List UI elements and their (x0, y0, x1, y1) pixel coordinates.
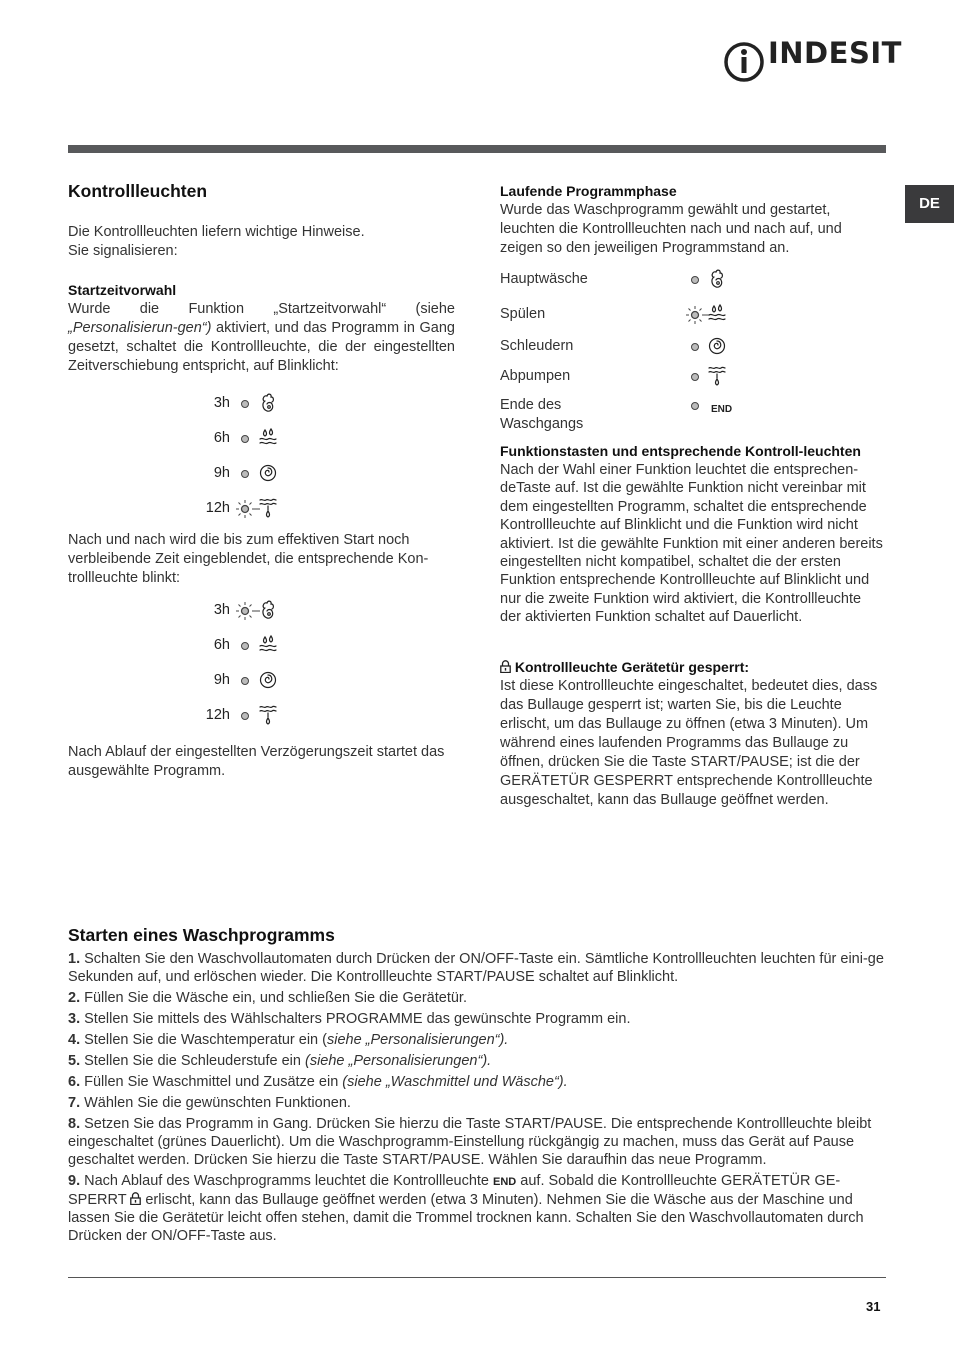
delay-label: 3h (213, 602, 230, 618)
led-indicator (241, 470, 249, 478)
intro-text (68, 223, 455, 261)
middle-paragraph (68, 531, 455, 588)
phase-block (500, 182, 886, 258)
intro-line-1: Die Kontrollleuchten liefern wichtige Hinweise. (68, 224, 365, 240)
startzeit-text-b: aktiviert, und das Programm in Gang gesetzt, schaltet die Kontrollleuchte, die der eingestellten Zeitverschiebung entspricht, auf Blinklicht: (68, 320, 455, 374)
spin-icon (707, 335, 727, 357)
main-wash-icon (258, 392, 278, 414)
led-indicator (241, 677, 249, 685)
end-indicator-label: END (711, 404, 733, 415)
function-text: Nach der Wahl einer Funktion leuchtet die entsprechen-deTaste auf. Ist die gewählte Funktion nicht vereinbar mit dem eingestellten Programm, schaltet die entsprechende Kontrollleuchte auf Blinklicht und die Funktion wird nicht aktiviert. Ist die gewählte Funktion mit einer anderen bereits eingestellten nicht kompatibel, schaltet die der ersten Funktion entsprechende Kontrollleuchte auf Blinklicht und nur die zweite Funktion wird aktiviert, die Kontrollleuchte der aktivierten Funktion schaltet auf Dauerlicht. (500, 462, 883, 626)
delay-label: 9h (213, 465, 230, 481)
step-number: 2. (68, 990, 81, 1006)
startzeit-block (68, 281, 455, 376)
section-heading-starten: Starten eines Waschprogramms (68, 925, 335, 945)
step-reference: (siehe „Waschmittel und Wäsche“). (342, 1074, 568, 1090)
phase-label: Ende des Waschgangs (500, 397, 584, 432)
door-lock-heading-row (500, 658, 886, 677)
led-indicator (241, 712, 249, 720)
door-lock-text: Ist diese Kontrollleuchte eingeschaltet, bedeutet dies, dass das Bullauge gesperrt ist; warten Sie, bis die Leuchte erlischt, um das Bullauge zu öffnen (etwa 3 Minuten). Um während eines laufenden Programms das Bullauge zu öffnen, drücken Sie die Taste START/PAUSE; ist die der GERÄTETÜR GESPERRT entsprechende Kontrollleuchte ausgeschaltet, kann das Bullauge geöffnet werden. (500, 678, 878, 808)
step-7 (68, 1094, 886, 1112)
delay-label: 12h (205, 707, 230, 723)
rinse-icon (258, 634, 278, 656)
step-number: 6. (68, 1074, 81, 1090)
step-9-text-a: Nach Ablauf des Waschprogramms leuchtet die Kontrollleuchte (80, 1173, 494, 1189)
language-tab[interactable]: DE (905, 185, 954, 223)
door-lock-heading: Kontrollleuchte Gerätetür gesperrt: (514, 659, 750, 675)
step-8 (68, 1115, 886, 1169)
delay-label: 12h (205, 500, 230, 516)
step-number: 4. (68, 1032, 81, 1048)
step-9-text-b: auf. Sobald die Kontrollleuchte GERÄTETÜR GE-SPERRT (68, 1173, 841, 1208)
step-number: 5. (68, 1053, 81, 1069)
step-text: Stellen Sie die Waschtemperatur ein ( (80, 1032, 327, 1048)
led-indicator (691, 402, 699, 410)
phase-label: Hauptwäsche (500, 271, 588, 287)
page-number: 31 (866, 1299, 881, 1314)
header-divider (68, 145, 886, 153)
steps-list (68, 950, 886, 1248)
step-reference: (siehe „Personalisierungen“). (305, 1053, 492, 1069)
step-text: Stellen Sie die Schleuderstufe ein (80, 1053, 305, 1069)
step-9 (68, 1172, 886, 1245)
drain-icon (707, 365, 727, 387)
step-9-text-c: erlischt, kann das Bullauge geöffnet werden (etwa 3 Minuten). Nehmen Sie die Wäsche aus der Maschine und lassen Sie die Gerätetür leicht offen stehen, damit die Trommel trocknen kann. Schalten Sie den Waschvollautomaten durch Drücken der ON/OFF-Taste aus. (68, 1192, 864, 1244)
section-heading-kontrollleuchten: Kontrollleuchten (68, 181, 208, 201)
startzeit-paragraph (68, 300, 455, 376)
step-text: Wählen Sie die gewünschten Funktionen. (80, 1095, 351, 1111)
step-number: 1. (68, 951, 81, 967)
phase-label: Spülen (500, 306, 546, 322)
startzeit-text-a: Wurde die Funktion „Startzeitvorwahl“ (siehe (68, 301, 455, 317)
padlock-icon (500, 660, 511, 673)
step-text: Füllen Sie die Wäsche ein, und schließen Sie die Gerätetür. (80, 990, 467, 1006)
step-3 (68, 1010, 886, 1028)
led-indicator (691, 276, 699, 284)
phase-label: Schleudern (500, 338, 574, 354)
step-text: Schalten Sie den Waschvollautomaten durch Drücken der ON/OFF-Taste ein. Sämtliche Kontrollleuchten leuchten für eini-ge Sekunden auf, und erlöschen wieder. Die Kontrollleuchte START/PAUSE schaltet auf Blinklicht. (68, 951, 884, 985)
rinse-icon (258, 427, 278, 449)
led-indicator (691, 343, 699, 351)
main-wash-icon (258, 599, 278, 621)
step-4 (68, 1031, 886, 1049)
step-number: 7. (68, 1095, 81, 1111)
step-text: Setzen Sie das Programm in Gang. Drücken Sie hierzu die Taste START/PAUSE. Die entsprechende Kontrollleuchte bleibt eingeschaltet (grünes Dauerlicht). Um die Waschprogramm-Einstellung rückgängig zu machen, muss das Gerät auf Pause geschaltet werden. Drücken Sie hierzu die Taste START/PAUSE. Wählen Sie daraufhin das neue Programm. (68, 1116, 872, 1168)
function-block (500, 442, 886, 627)
step-text: Füllen Sie Waschmittel und Zusätze ein (80, 1074, 343, 1090)
function-heading: Funktionstasten und entsprechende Kontroll-leuchten (500, 443, 861, 459)
door-lock-block (500, 658, 886, 810)
delay-label: 6h (213, 637, 230, 653)
phase-heading: Laufende Programmphase (500, 183, 677, 199)
end-inline-label: END (493, 1176, 517, 1188)
end-paragraph (68, 743, 455, 781)
spin-icon (258, 462, 278, 484)
end-text: Nach Ablauf der eingestellten Verzögerungszeit startet das ausgewählte Programm. (68, 744, 445, 779)
led-indicator (241, 642, 249, 650)
step-number: 8. (68, 1116, 81, 1132)
startzeit-heading: Startzeitvorwahl (68, 282, 177, 298)
step-9-number: 9. (68, 1173, 81, 1189)
indesit-logo (724, 36, 902, 84)
footer-divider (68, 1277, 886, 1278)
step-reference: siehe „Personalisierungen“). (326, 1032, 509, 1048)
phase-text: Wurde das Waschprogramm gewählt und gestartet, leuchten die Kontrollleuchten nach und nach auf, und zeigen so den jeweiligen Programmstand an. (500, 202, 842, 256)
brand-name: INDESIT (768, 36, 902, 70)
middle-text: Nach und nach wird die bis zum effektiven Start noch verbleibende Zeit eingeblendet, die entsprechende Kon-trollleuchte blinkt: (68, 532, 429, 586)
step-2 (68, 989, 886, 1007)
delay-label: 3h (213, 395, 230, 411)
led-indicator (241, 435, 249, 443)
intro-line-2: Sie signalisieren: (68, 243, 178, 259)
step-text: Stellen Sie mittels des Wählschalters PROGRAMME das gewünschte Programm ein. (80, 1011, 631, 1027)
step-5 (68, 1052, 886, 1070)
brand-i-icon (724, 40, 764, 84)
padlock-icon-inline (130, 1192, 141, 1205)
spin-icon (258, 669, 278, 691)
delay-label: 9h (213, 672, 230, 688)
led-indicator (691, 373, 699, 381)
drain-icon (258, 704, 278, 726)
main-wash-icon (707, 268, 727, 290)
step-6 (68, 1073, 886, 1091)
drain-icon (258, 497, 278, 519)
rinse-icon (707, 303, 727, 325)
phase-label: Abpumpen (500, 368, 571, 384)
delay-label: 6h (213, 430, 230, 446)
startzeit-text-italic: „Personalisierun-gen“) (68, 320, 212, 336)
step-1 (68, 950, 886, 986)
led-indicator (241, 400, 249, 408)
step-number: 3. (68, 1011, 81, 1027)
